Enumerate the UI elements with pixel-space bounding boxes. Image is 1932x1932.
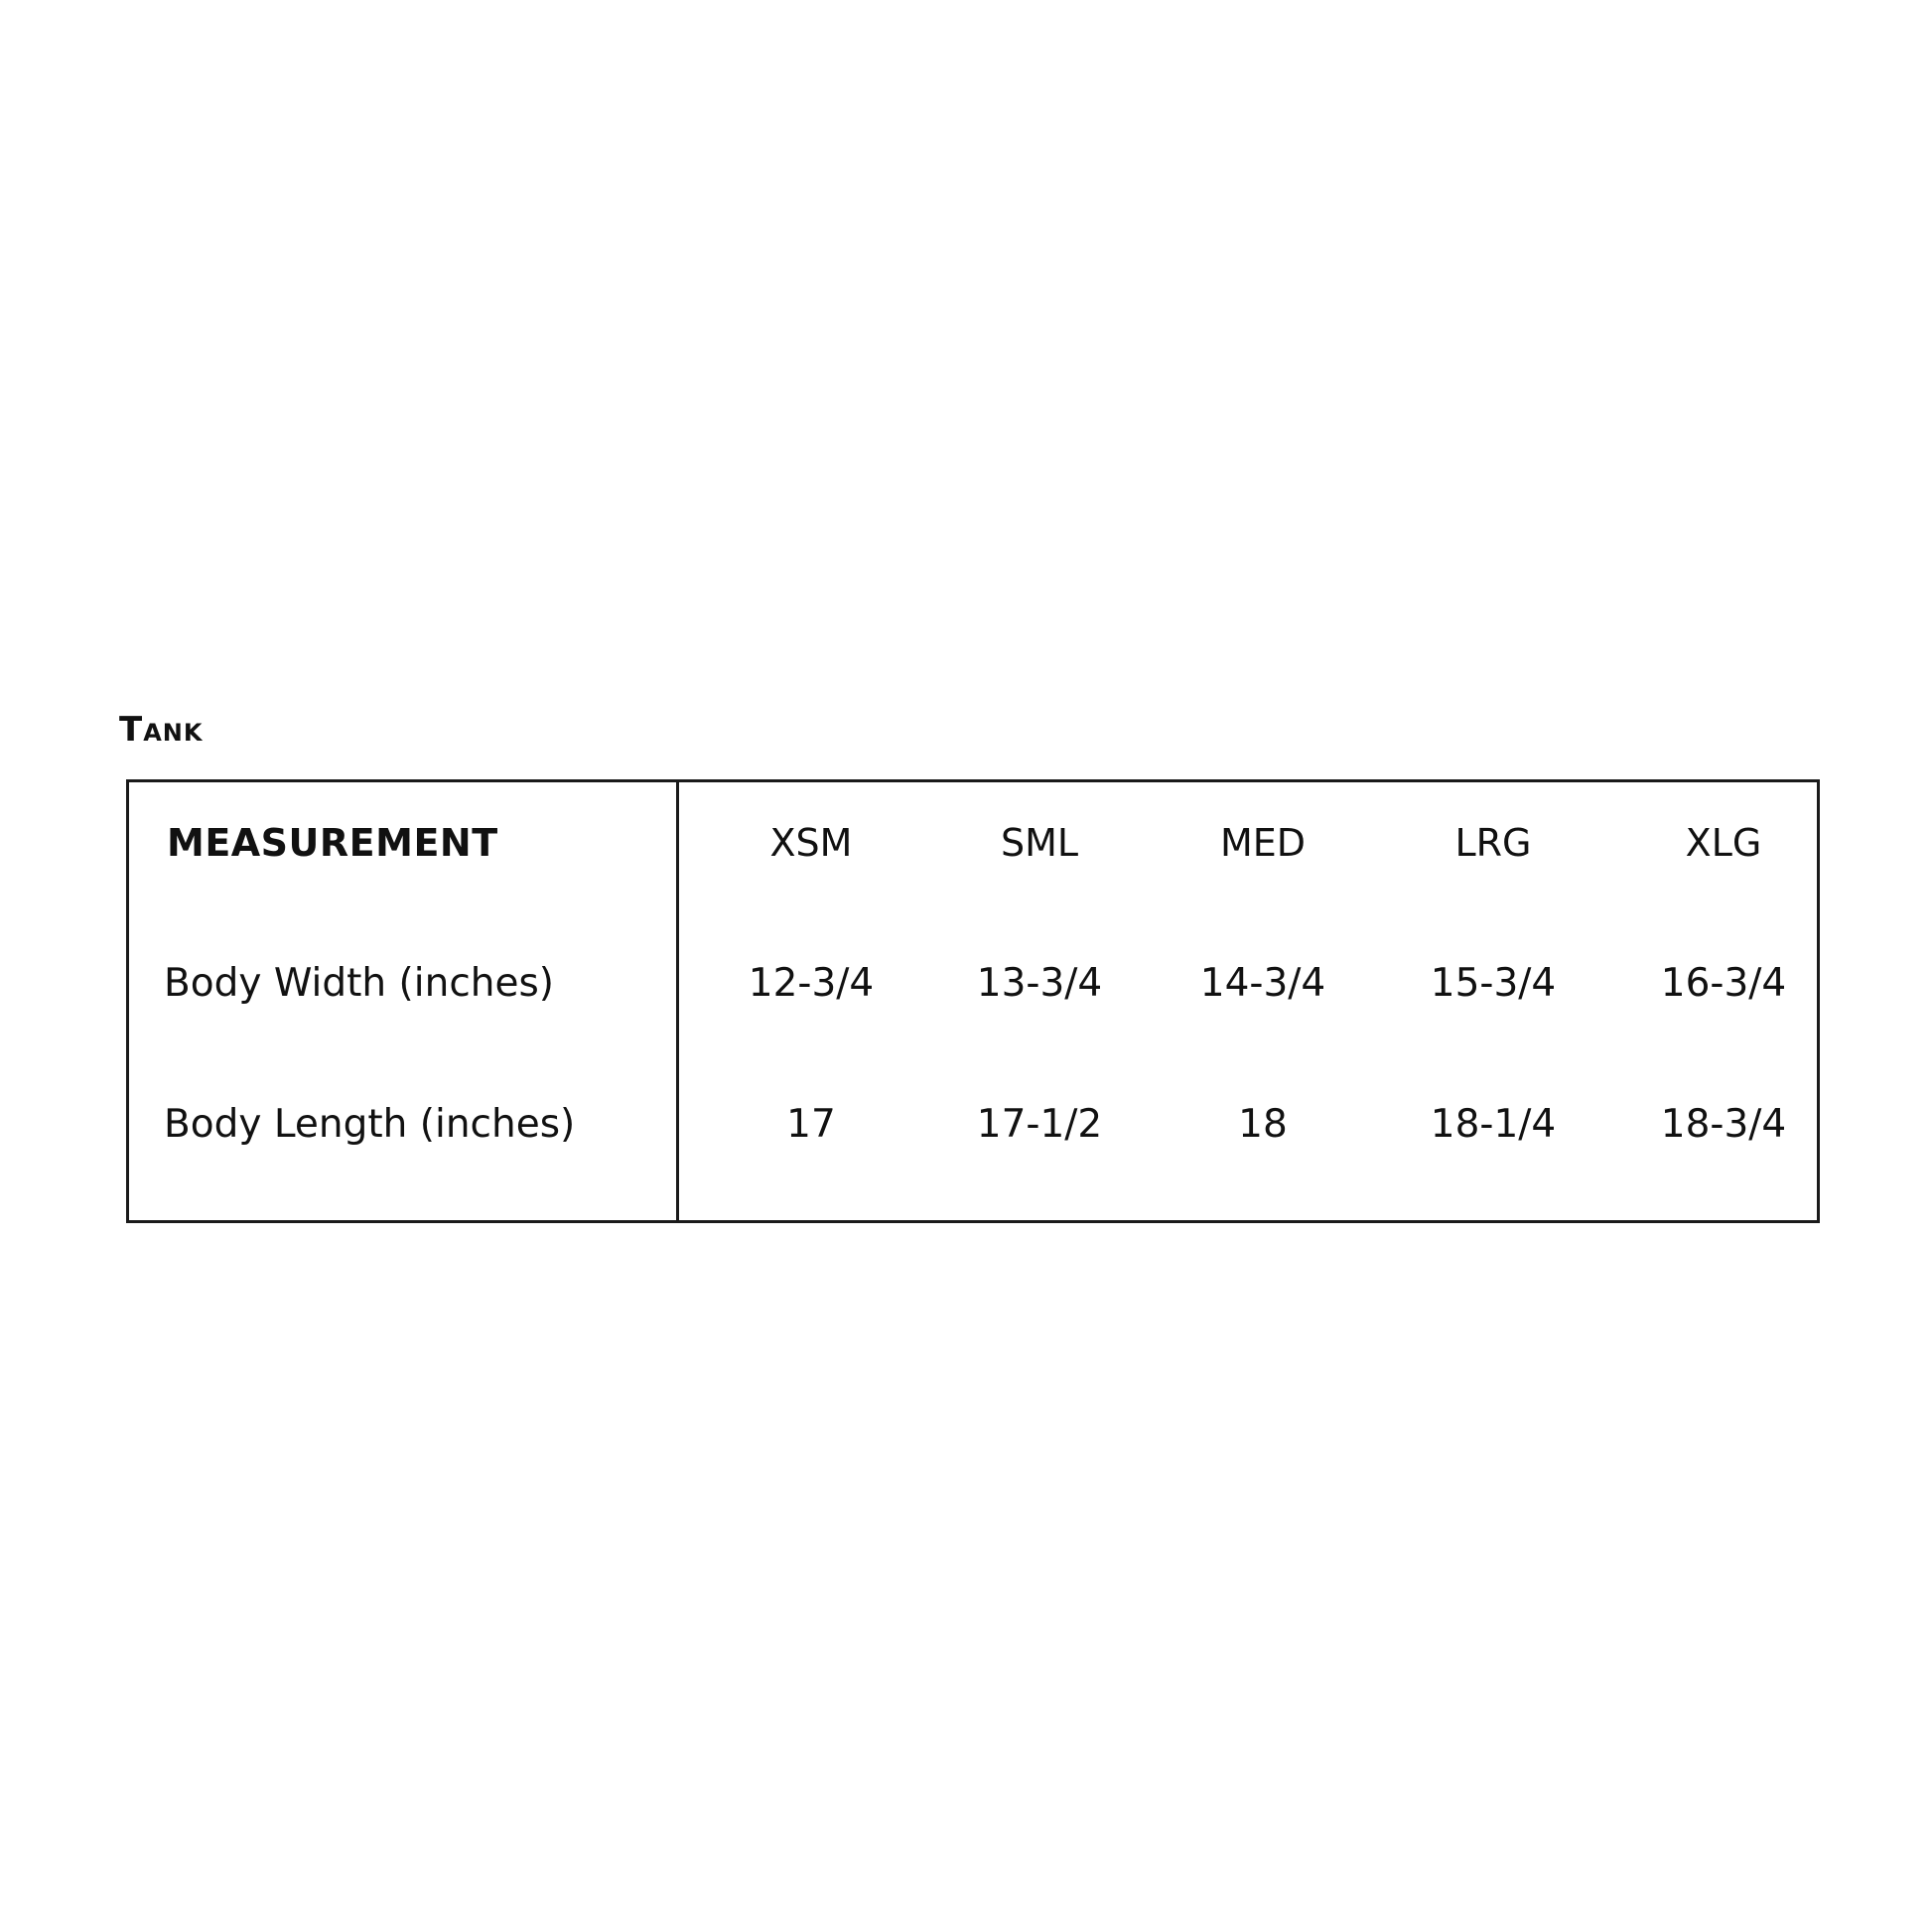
body-width-xlg: 16-3/4 [1660, 961, 1787, 1006]
column-divider [676, 782, 679, 1220]
body-width-xsm: 12-3/4 [748, 961, 875, 1006]
size-header-med: MED [1219, 821, 1307, 865]
measurement-header: MEASUREMENT [167, 821, 498, 865]
body-width-med: 14-3/4 [1199, 961, 1326, 1006]
chart-title: Tank [119, 710, 204, 750]
row-label-body-width: Body Width (inches) [164, 961, 555, 1006]
body-length-xsm: 17 [786, 1102, 836, 1147]
size-header-sml: SML [1000, 821, 1079, 865]
body-length-med: 18 [1238, 1102, 1288, 1147]
body-length-lrg: 18-1/4 [1430, 1102, 1557, 1147]
body-length-xlg: 18-3/4 [1660, 1102, 1787, 1147]
size-header-lrg: LRG [1454, 821, 1532, 865]
size-header-xsm: XSM [769, 821, 853, 865]
row-label-body-length: Body Length (inches) [164, 1102, 576, 1147]
body-width-sml: 13-3/4 [976, 961, 1103, 1006]
body-width-lrg: 15-3/4 [1430, 961, 1557, 1006]
body-length-sml: 17-1/2 [976, 1102, 1103, 1147]
size-chart-table [126, 779, 1820, 1223]
size-header-xlg: XLG [1685, 821, 1762, 865]
